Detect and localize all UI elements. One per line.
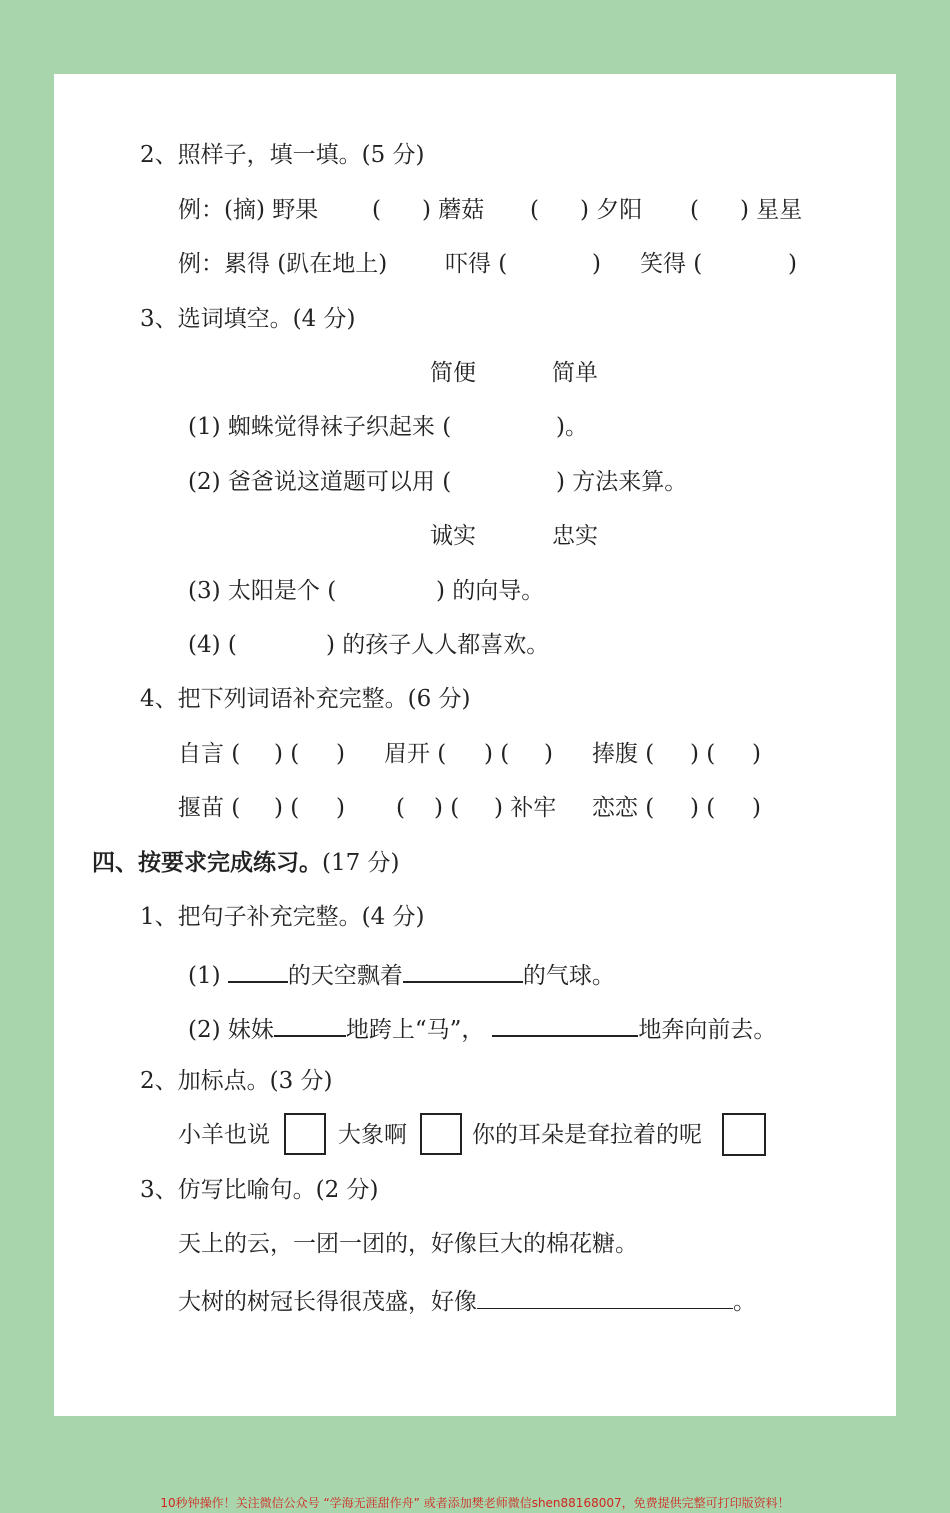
q3-s2-text: (2) 爸爸说这道题可以用 (: [188, 469, 452, 495]
q2-row2-item: 吓得 (: [445, 251, 508, 277]
idiom-part: ): [752, 741, 761, 767]
paren: ): [592, 251, 601, 277]
punctuation-box[interactable]: [722, 1113, 766, 1156]
p4q1-sentence-1: [188, 957, 615, 991]
idiom-part: 恋恋 (: [592, 795, 655, 821]
idiom-part: ) (: [274, 741, 300, 767]
idiom-part: ) (: [484, 741, 510, 767]
p4q3-title: 3、仿写比喻句。(2 分): [140, 1177, 379, 1203]
q2-title: 2、照样子，填一填。(5 分): [140, 142, 425, 168]
footer-note: 10秒钟操作！关注微信公众号 “学海无涯甜作舟” 或者添加樊老师微信shen88168007，免费提供完整可打印版资料！: [160, 1496, 790, 1510]
p4q1-title: 1、把句子补充完整。(4 分): [140, 904, 425, 930]
q3-s4-text: (4) (: [188, 632, 237, 658]
word-choice: 简便: [430, 360, 476, 386]
fill-blank[interactable]: [492, 1011, 638, 1037]
q2-row2-example: 例：累得 (趴在地上): [178, 251, 388, 277]
p4q3-example: 天上的云，一团一团的，好像巨大的棉花糖。: [178, 1231, 638, 1257]
section-heading-score: (17 分): [322, 850, 400, 876]
section-heading-title: 四、按要求完成练习。: [92, 850, 322, 876]
p4q1-s2-end: 地奔向前去。: [638, 1017, 777, 1043]
q2-row2-item: 笑得 (: [640, 251, 703, 277]
q3-title: 3、选词填空。(4 分): [140, 306, 356, 332]
paren: (: [530, 197, 539, 223]
idiom-part: 捧腹 (: [592, 741, 655, 767]
p4q2-part: 大象啊: [338, 1122, 407, 1148]
p4q2-part: 你的耳朵是耷拉着的呢: [472, 1122, 702, 1148]
word-choice: 忠实: [552, 523, 598, 549]
q2-row1-item: ) 星星: [740, 197, 803, 223]
q3-s1-end: )。: [556, 414, 588, 440]
q3-s3-text: (3) 太阳是个 (: [188, 578, 337, 604]
idiom-part: ) (: [434, 795, 460, 821]
punctuation-box[interactable]: [284, 1113, 326, 1155]
paren: (: [690, 197, 699, 223]
p4q1-s1-end: 的气球。: [522, 963, 615, 989]
fill-blank[interactable]: [477, 1284, 733, 1309]
word-choice: 诚实: [430, 523, 476, 549]
idiom-part: ) 补牢: [494, 795, 557, 821]
p4q1-s1-num: (1): [188, 963, 221, 989]
paren: ): [788, 251, 797, 277]
p4q1-s2-start: (2) 妹妹: [188, 1017, 274, 1043]
idiom-part: ): [544, 741, 553, 767]
idiom-part: 揠苗 (: [178, 795, 241, 821]
p4q2-part: 小羊也说: [178, 1122, 270, 1148]
q4-title: 4、把下列词语补充完整。(6 分): [140, 686, 471, 712]
q3-s3-end: ) 的向导。: [436, 578, 545, 604]
idiom-part: (: [396, 795, 405, 821]
fill-blank[interactable]: [228, 957, 288, 983]
p4q3-end: 。: [733, 1289, 756, 1315]
p4q3-prompt-line: [178, 1284, 756, 1317]
idiom-part: ): [752, 795, 761, 821]
p4q1-s2-mid: 地跨上“马”，: [345, 1017, 485, 1043]
idiom-part: ) (: [690, 741, 716, 767]
paren: (: [372, 197, 381, 223]
idiom-part: ) (: [274, 795, 300, 821]
idiom-part: ): [336, 741, 345, 767]
q2-row1-item: ) 蘑菇: [422, 197, 485, 223]
idiom-part: 自言 (: [178, 741, 241, 767]
p4q2-title: 2、加标点。(3 分): [140, 1068, 333, 1094]
q3-s1-text: (1) 蜘蛛觉得袜子织起来 (: [188, 414, 452, 440]
p4q3-prompt: 大树的树冠长得很茂盛，好像: [178, 1289, 477, 1315]
q3-s4-end: ) 的孩子人人都喜欢。: [326, 632, 550, 658]
word-choice: 简单: [552, 360, 598, 386]
p4q1-sentence-2: [188, 1011, 776, 1045]
p4q1-s1-mid: 的天空飘着: [287, 963, 403, 989]
q3-s2-end: ) 方法来算。: [556, 469, 688, 495]
idiom-part: 眉开 (: [384, 741, 447, 767]
section-heading: [92, 848, 400, 878]
idiom-part: ) (: [690, 795, 716, 821]
fill-blank[interactable]: [403, 957, 523, 983]
q2-row1-item: ) 夕阳: [580, 197, 643, 223]
punctuation-box[interactable]: [420, 1113, 462, 1155]
q2-row1-example: 例：(摘) 野果: [178, 197, 319, 223]
idiom-part: ): [336, 795, 345, 821]
fill-blank[interactable]: [274, 1011, 346, 1037]
